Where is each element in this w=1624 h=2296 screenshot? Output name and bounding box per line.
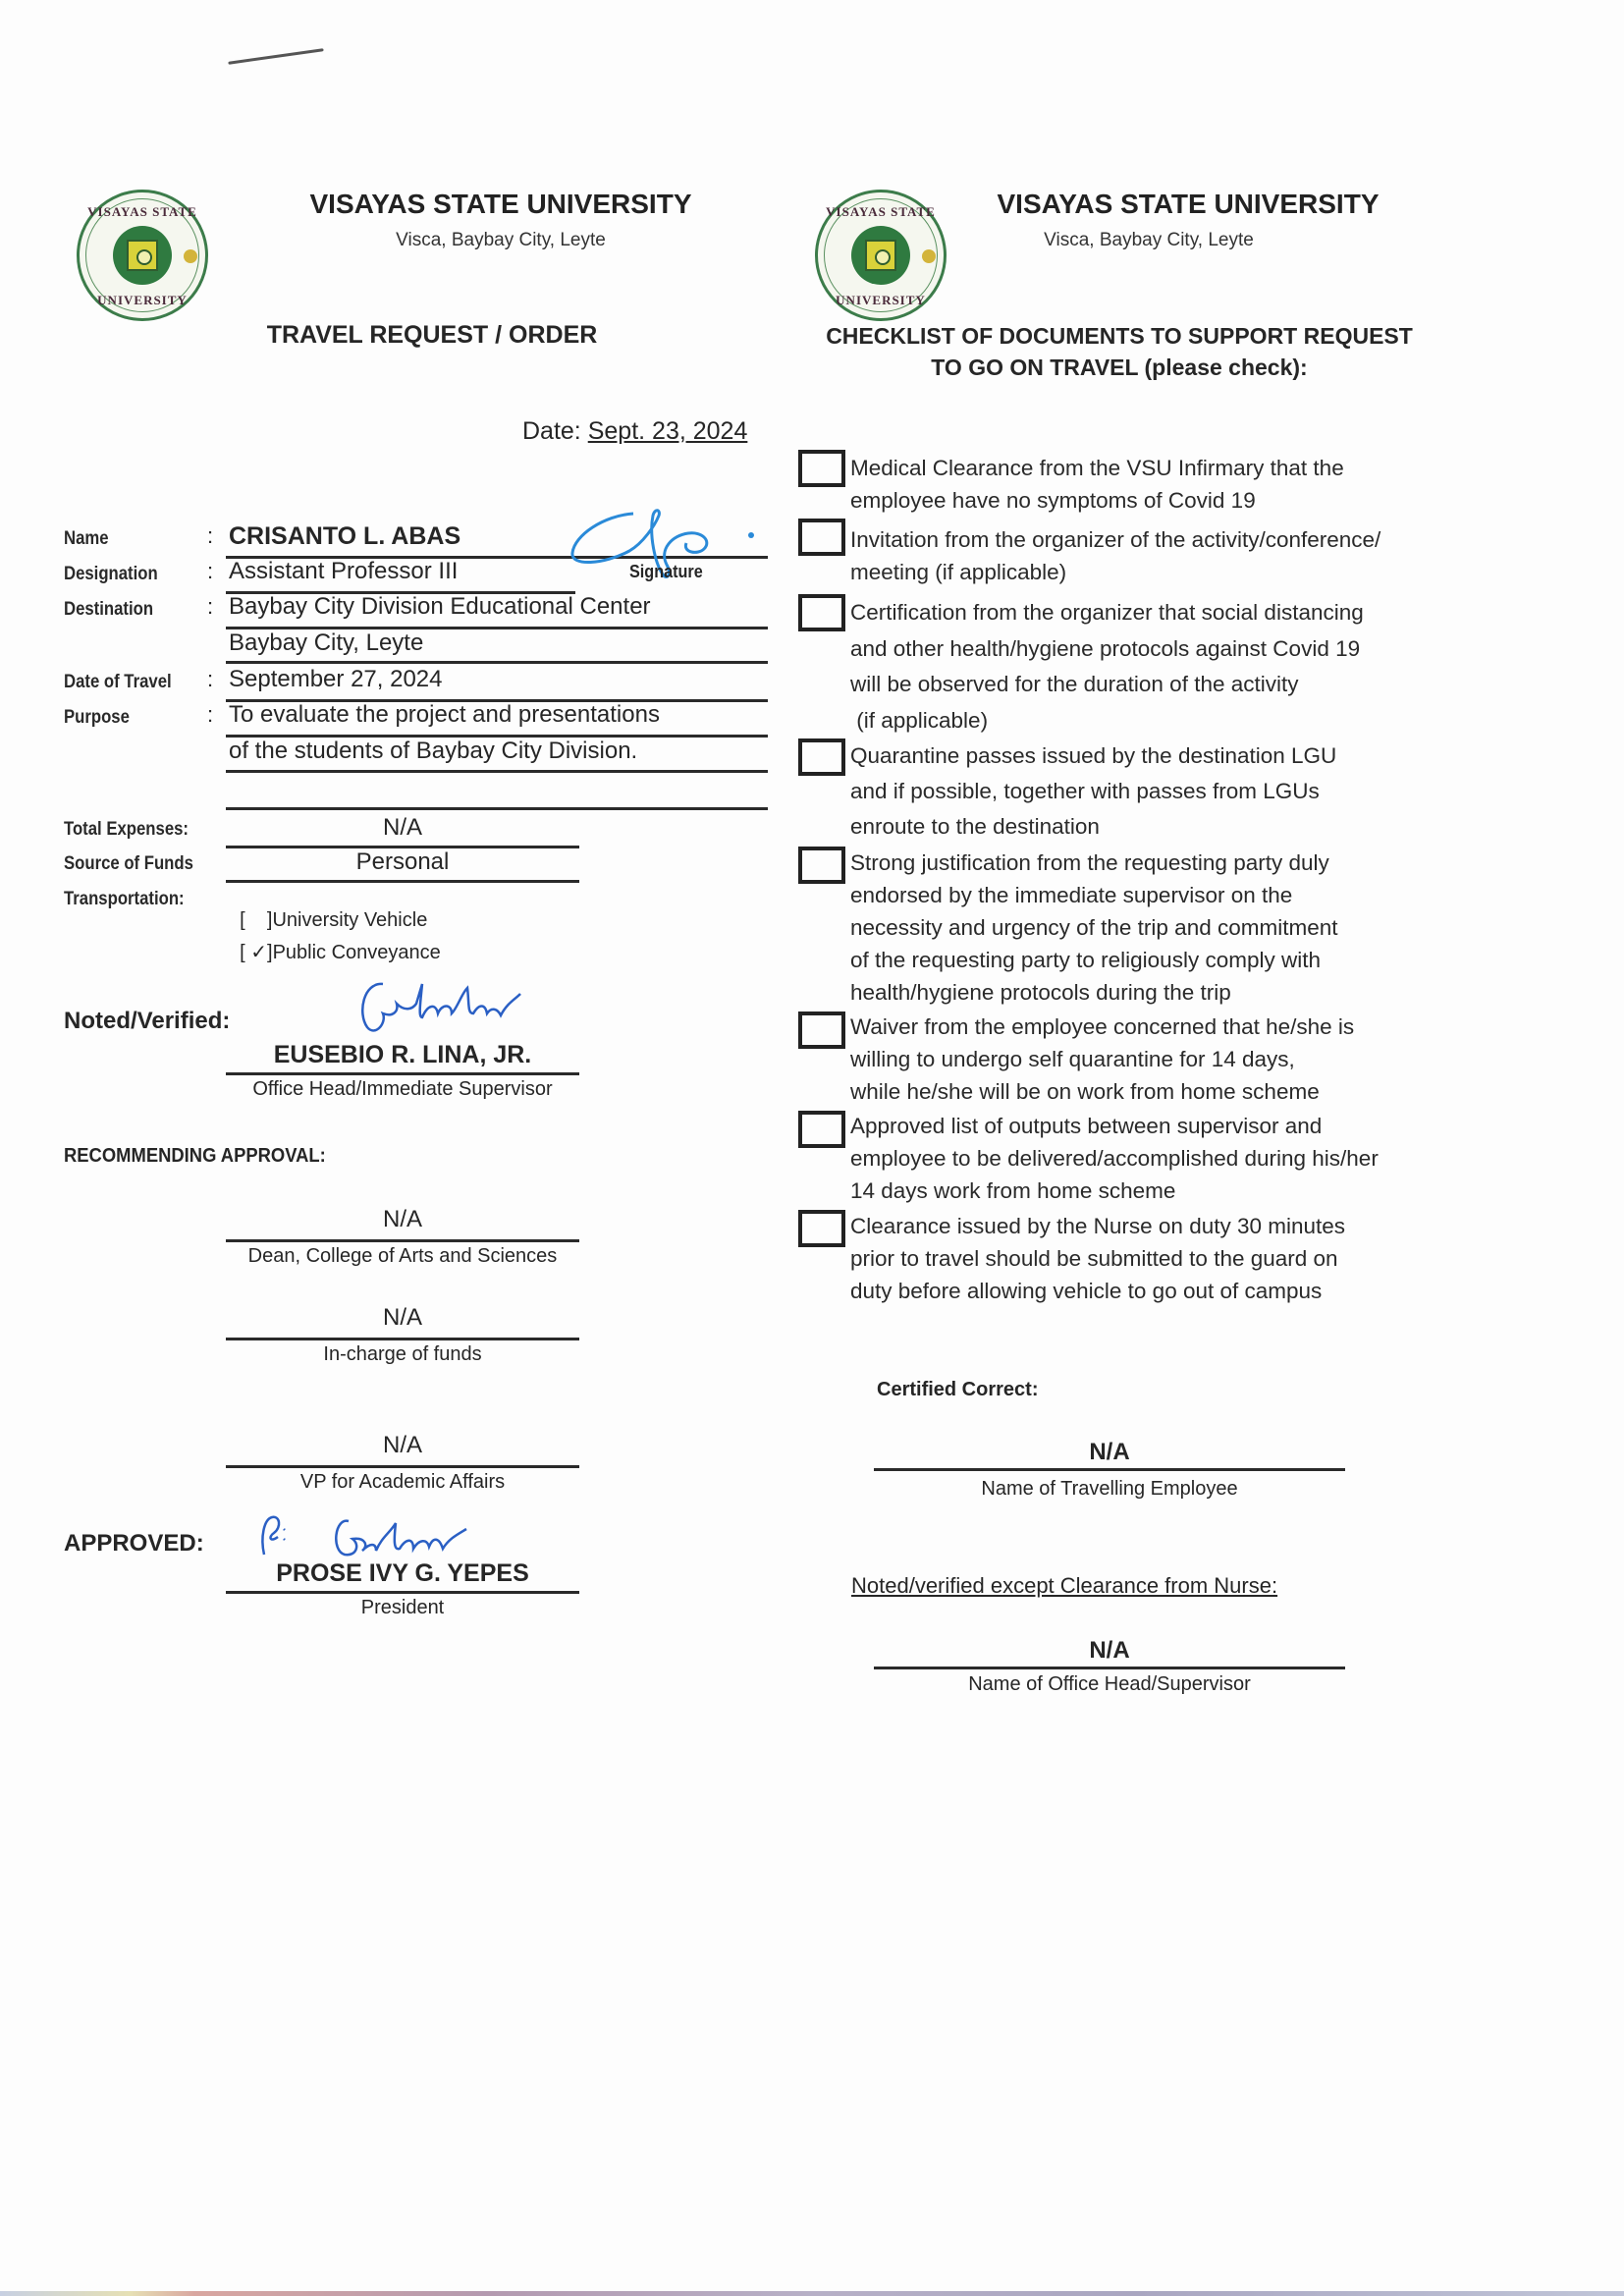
colon: : <box>207 594 214 619</box>
source-of-funds-value: Personal <box>355 848 450 875</box>
signature-label: Signature <box>629 562 703 581</box>
noted-except-nurse-label: Noted/verified except Clearance from Nurse: <box>851 1573 1278 1598</box>
form-title: TRAVEL REQUEST / ORDER <box>266 321 598 349</box>
purpose-line1: To evaluate the project and presentations <box>229 701 660 728</box>
checklist-checkbox-waiver[interactable] <box>798 1011 845 1049</box>
university-name-left: VISAYAS STATE UNIVERSITY <box>309 189 692 219</box>
source-of-funds-label: Source of Funds <box>64 853 193 874</box>
colon: : <box>207 523 214 548</box>
date-of-travel-value: September 27, 2024 <box>229 666 443 692</box>
checklist-item-waiver: Waiver from the employee concerned that he/she is willing to undergo self quarantine for 14 days, while he/she will be on work from home scheme <box>850 1014 1355 1104</box>
vpaa-line <box>226 1465 579 1468</box>
checklist-item-invitation: Invitation from the organizer of the activity/conference/ meeting (if applicable) <box>850 527 1381 584</box>
president-role: President <box>360 1597 445 1618</box>
checklist-item-nurse-clearance: Clearance issued by the Nurse on duty 30 minutes prior to travel should be submitted to the guard on duty before allowing vehicle to go out of campus <box>850 1214 1346 1303</box>
transport-option-public-conveyance[interactable]: [ ✓]Public Conveyance <box>240 942 441 963</box>
scan-edge <box>0 2291 1624 2296</box>
destination-label: Destination <box>64 599 154 620</box>
scan-mark <box>228 48 323 65</box>
checklist-checkbox-strong-justification[interactable] <box>798 847 845 884</box>
funds-incharge-name: N/A <box>382 1304 422 1331</box>
dean-line <box>226 1239 579 1242</box>
colon: : <box>207 667 214 691</box>
university-seal-left: VISAYAS STATE UNIVERSITY <box>77 190 208 321</box>
checkbox-bracket: [ ] <box>240 909 273 931</box>
checklist-checkbox-certification[interactable] <box>798 594 845 631</box>
checklist-item-approved-outputs: Approved list of outputs between supervisor and employee to be delivered/accomplished during his/her 14 days work from home scheme <box>850 1114 1379 1203</box>
purpose-line3-rule <box>226 807 768 810</box>
supervisor-signature <box>353 974 560 1043</box>
designation-label: Designation <box>64 564 158 584</box>
request-date <box>522 417 747 446</box>
funds-incharge-role: In-charge of funds <box>323 1343 482 1365</box>
destination-line1: Baybay City Division Educational Center <box>229 593 651 620</box>
destination-line2-rule <box>226 661 768 664</box>
supervisor-name: EUSEBIO R. LINA, JR. <box>273 1041 532 1068</box>
certified-correct-label: Certified Correct: <box>877 1379 1039 1400</box>
vpaa-name: N/A <box>382 1432 422 1458</box>
checklist-checkbox-quarantine-passes[interactable] <box>798 738 845 776</box>
purpose-label: Purpose <box>64 707 130 728</box>
approved-label: APPROVED: <box>64 1530 204 1557</box>
checkmark-icon: [ ✓] <box>240 942 273 963</box>
travelling-employee-role: Name of Travelling Employee <box>981 1478 1238 1500</box>
name-label: Name <box>64 528 109 549</box>
supervisor-role: Office Head/Immediate Supervisor <box>252 1078 553 1100</box>
president-name: PROSE IVY G. YEPES <box>276 1559 529 1587</box>
president-line <box>226 1591 579 1594</box>
colon: : <box>207 702 214 727</box>
checklist-item-certification: Certification from the organizer that social distancing and other health/hygiene protocols against Covid 19 will be observed for the duration of the activity (if applicable) <box>850 600 1364 733</box>
checklist-item-medical-clearance: Medical Clearance from the VSU Infirmary that the employee have no symptoms of Covid 19 <box>850 456 1344 513</box>
office-head-line <box>874 1667 1345 1669</box>
checklist-checkbox-nurse-clearance[interactable] <box>798 1210 845 1247</box>
date-of-travel-label: Date of Travel <box>64 672 172 692</box>
destination-line2: Baybay City, Leyte <box>229 629 424 656</box>
colon: : <box>207 559 214 583</box>
office-head-role: Name of Office Head/Supervisor <box>968 1673 1251 1695</box>
dean-name: N/A <box>382 1206 422 1232</box>
name-value: CRISANTO L. ABAS <box>229 522 461 550</box>
total-expenses-value: N/A <box>382 814 422 841</box>
date-value: Sept. 23, 2024 <box>587 417 748 445</box>
travelling-employee-line <box>874 1468 1345 1471</box>
recommending-approval-label: RECOMMENDING APPROVAL: <box>64 1145 326 1167</box>
designation-value: Assistant Professor III <box>229 558 459 584</box>
university-seal-right: VISAYAS STATE UNIVERSITY <box>815 190 947 321</box>
university-address-left: Visca, Baybay City, Leyte <box>396 230 606 250</box>
total-expenses-label: Total Expenses: <box>64 819 189 840</box>
funds-incharge-line <box>226 1338 579 1340</box>
checklist-item-strong-justification: Strong justification from the requesting party duly endorsed by the immediate supervisor on the necessity and urgency of the trip and commitment of the requesting party to religiously comply with health/hygiene protocols during the trip <box>850 850 1338 1005</box>
university-address-right: Visca, Baybay City, Leyte <box>1044 230 1254 250</box>
office-head-name: N/A <box>1089 1637 1130 1664</box>
checklist-checkbox-medical-clearance[interactable] <box>798 450 845 487</box>
source-of-funds-line <box>226 880 579 883</box>
vpaa-role: VP for Academic Affairs <box>299 1471 506 1493</box>
noted-verified-label: Noted/Verified: <box>64 1008 231 1034</box>
university-name-right: VISAYAS STATE UNIVERSITY <box>997 189 1380 219</box>
supervisor-line <box>226 1072 579 1075</box>
checklist-item-quarantine-passes: Quarantine passes issued by the destination LGU and if possible, together with passes from LGUs enroute to the destination <box>850 743 1337 839</box>
date-label: Date: <box>522 417 581 445</box>
checklist-title: CHECKLIST OF DOCUMENTS TO SUPPORT REQUEST TO GO ON TRAVEL (please check): <box>826 323 1413 380</box>
transportation-label: Transportation: <box>64 889 185 909</box>
purpose-line2: of the students of Baybay City Division. <box>229 738 638 764</box>
checklist-checkbox-invitation[interactable] <box>798 519 845 556</box>
checklist-checkbox-approved-outputs[interactable] <box>798 1111 845 1148</box>
purpose-line2-rule <box>226 770 768 773</box>
dean-role: Dean, College of Arts and Sciences <box>247 1245 558 1267</box>
travelling-employee-name: N/A <box>1089 1439 1130 1465</box>
transport-option-university-vehicle[interactable]: [ ]University Vehicle <box>240 909 428 931</box>
